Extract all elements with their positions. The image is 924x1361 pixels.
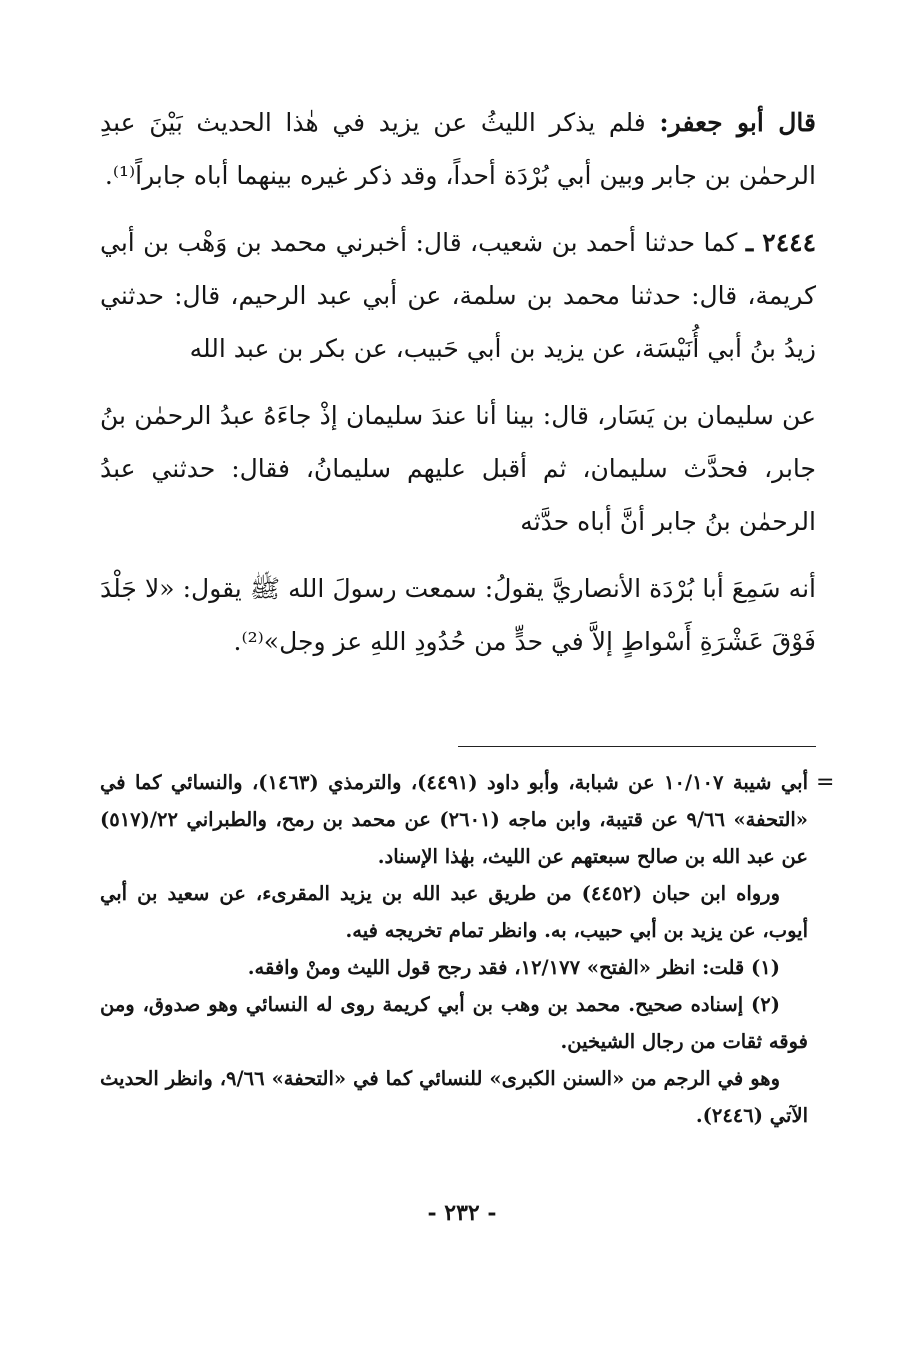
- footnote-continuation: أبي شيبة ١٠/١٠٧ عن شبابة، وأبو داود (٤٤٩١)، والترمذي (١٤٦٣)، والنسائي كما في «التحفة» ٩/٦٦ عن قتيبة، وابن ماجه (٢٦٠١) عن محمد بن رمح، والطبراني ٢٢/(٥١٧) عن عبد الله بن صالح سبعتهم عن الليث، بهٰذا الإسناد.: [100, 771, 809, 868]
- footnote-continuation-mark: =: [816, 770, 835, 795]
- hadith-2444-isnad: [100, 216, 816, 375]
- main-text: [100, 96, 816, 668]
- footnote-continuation-ibn-hibban: ورواه ابن حبان (٤٤٥٢) من طريق عبد الله بن يزيد المقرىء، عن سعيد بن أبي أيوب، عن يزيد بن أبي حبيب، به. وانظر تمام تخريجه فيه.: [100, 882, 808, 942]
- hadith-2444-matn: أنه سَمِعَ أبا بُرْدَة الأنصاريَّ يقولُ: سمعت رسولَ الله ﷺ يقول: «لا جَلْدَ فَوْقَ عَشْرَةِ أَسْواطٍ إلاَّ في حدٍّ من حُدُودِ اللهِ عز وجل»⁽²⁾.: [100, 574, 816, 656]
- hadith-number: ٢٤٤٤ ـ: [745, 228, 817, 257]
- footnotes: [100, 764, 808, 1134]
- paragraph-body: كما حدثنا أحمد بن شعيب، قال: أخبرني محمد بن وَهْب بن أبي كريمة، قال: حدثنا محمد بن سلمة، عن أبي عبد الرحيم، قال: حدثني زيدُ بنُ أبي أُنَيْسَة، عن يزيد بن أبي حَبيب، عن بكر بن عبد الله: [100, 228, 816, 363]
- footnote-1: (١) قلت: انظر «الفتح» ١٢/١٧٧، فقد رجح قول الليث ومنْ وافقه.: [247, 956, 780, 979]
- paragraph-body: فلم يذكر الليثُ عن يزيد في هٰذا الحديث بَيْنَ عبدِ الرحمٰن بن جابر وبين أبي بُرْدَة أحداً، وقد ذكر غيره بينهما أباه جابراً⁽¹⁾.: [100, 108, 816, 190]
- footnote-2-continuation: وهو في الرجم من «السنن الكبرى» للنسائي كما في «التحفة» ٩/٦٦، وانظر الحديث الآتي (٢٤٤٦).: [100, 1067, 808, 1127]
- paragraph-lead: قال أبو جعفر:: [659, 108, 816, 137]
- footnote-2: (٢) إسناده صحيح. محمد بن وهب بن أبي كريمة روى له النسائي وهو صدوق، ومن فوقه ثقات من رجال الشيخين.: [100, 993, 808, 1053]
- hadith-2444-chain: عن سليمان بن يَسَار، قال: بينا أنا عندَ سليمان إذْ جاءَهُ عبدُ الرحمٰن بنُ جابر، فحدَّث سليمان، ثم أقبل عليهم سليمانُ، فقال: حدثني عبدُ الرحمٰن بنُ جابر أنَّ أباه حدَّثه: [100, 401, 816, 536]
- paragraph-abu-jafar: [100, 96, 816, 202]
- page-number: - ٢٣٢ -: [427, 1200, 497, 1226]
- footnote-separator: [458, 746, 816, 747]
